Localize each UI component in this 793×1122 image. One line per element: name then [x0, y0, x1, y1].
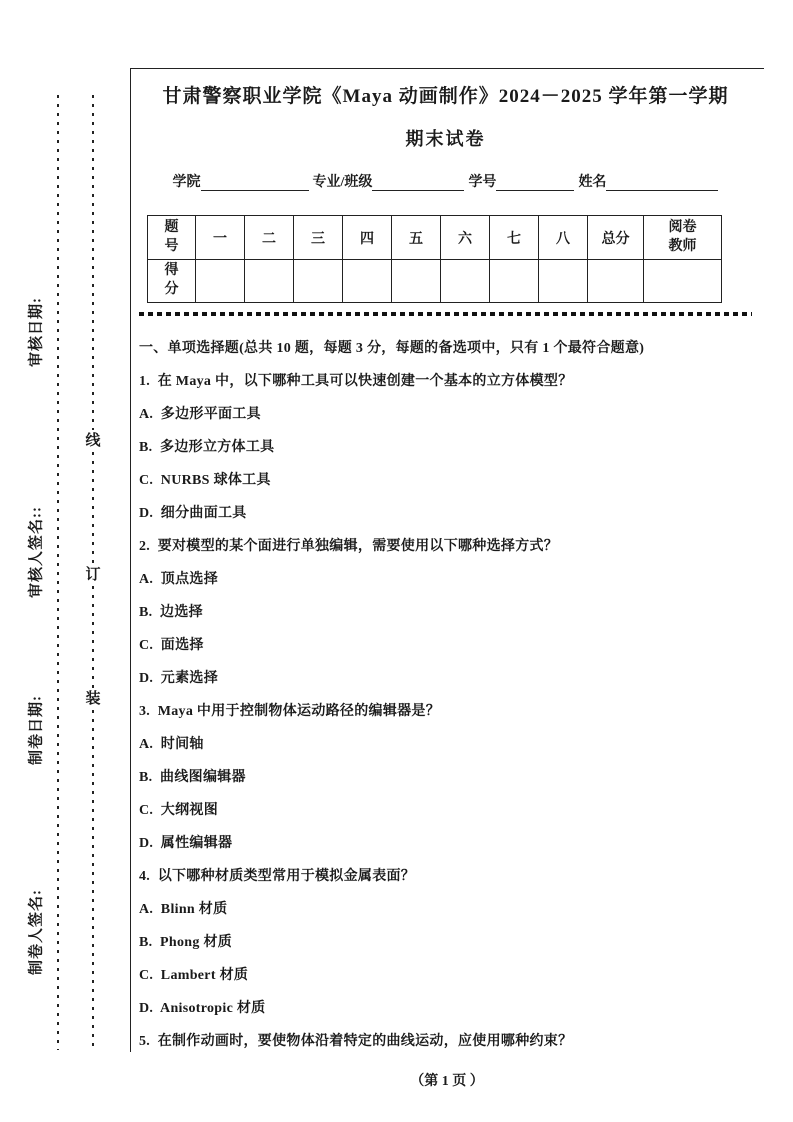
review-date-label: 审核日期: — [28, 297, 45, 367]
name-label: 姓名 — [578, 175, 607, 190]
score-cell — [196, 260, 245, 303]
question-4-option-c: C. Lambert 材质 — [139, 968, 249, 983]
student-info-row — [139, 171, 752, 191]
question-3: 3. Maya 中用于控制物体运动路径的编辑器是？ — [139, 704, 441, 719]
question-1-option-d: D. 细分曲面工具 — [139, 506, 247, 521]
score-col-2: 二 — [245, 216, 294, 260]
score-col-1: 一 — [196, 216, 245, 260]
question-4-option-b: B. Phong 材质 — [139, 935, 233, 950]
page-number: （第 1 页 ） — [410, 1074, 484, 1089]
exam-body — [139, 332, 752, 1058]
binding-char-zhuang: 装 — [85, 691, 101, 707]
binding-line-segment — [92, 95, 94, 430]
score-col-8: 八 — [539, 216, 588, 260]
score-cell — [644, 260, 722, 303]
score-cell — [245, 260, 294, 303]
major-class-label: 专业/班级 — [312, 175, 373, 190]
binding-line-segment — [92, 452, 94, 564]
question-2-option-d: D. 元素选择 — [139, 671, 219, 686]
score-col-grader: 阅卷教师 — [644, 216, 722, 260]
reviewer-signature-label: 审核人签名:: — [28, 506, 45, 598]
question-number-header-cell: 题号 — [148, 216, 196, 260]
score-col-6: 六 — [441, 216, 490, 260]
binding-dotted-line-outer — [57, 95, 59, 1050]
score-col-7: 七 — [490, 216, 539, 260]
binding-line — [84, 95, 102, 1050]
section-title: 一、单项选择题(总共 10 题，每题 3 分，每题的备选项中，只有 1 个最符合题意) — [139, 341, 645, 356]
question-3-option-a: A. 时间轴 — [139, 737, 204, 752]
score-table-header-row — [148, 216, 722, 260]
score-cell — [294, 260, 343, 303]
exam-title-line1: 甘肃警察职业学院《Maya 动画制作》2024－2025 学年第一学期 — [162, 86, 729, 107]
college-blank-line — [201, 176, 309, 191]
question-4-option-d: D. Anisotropic 材质 — [139, 1001, 266, 1016]
score-cell — [539, 260, 588, 303]
question-1: 1. 在 Maya 中，以下哪种工具可以快速创建一个基本的立方体模型？ — [139, 374, 573, 389]
paper-maker-signature-label: 制卷人签名: — [28, 889, 45, 975]
question-3-option-b: B. 曲线图编辑器 — [139, 770, 246, 785]
question-3-option-c: C. 大纲视图 — [139, 803, 219, 818]
score-table — [147, 215, 722, 303]
question-3-option-d: D. 属性编辑器 — [139, 836, 233, 851]
binding-line-segment — [92, 710, 94, 1050]
question-1-option-a: A. 多边形平面工具 — [139, 407, 261, 422]
dotted-separator — [139, 312, 752, 316]
binding-char-ding: 订 — [85, 567, 101, 583]
score-header-cell: 得分 — [148, 260, 196, 303]
question-2: 2. 要对模型的某个面进行单独编辑，需要使用以下哪种选择方式？ — [139, 539, 559, 554]
exam-title-line2: 期末试卷 — [405, 129, 486, 149]
student-id-label: 学号 — [468, 175, 497, 190]
major-class-blank-line — [372, 176, 464, 191]
question-1-option-c: C. NURBS 球体工具 — [139, 473, 271, 488]
score-col-4: 四 — [343, 216, 392, 260]
score-cell — [588, 260, 644, 303]
question-1-option-b: B. 多边形立方体工具 — [139, 440, 275, 455]
score-col-5: 五 — [392, 216, 441, 260]
score-table-score-row — [148, 260, 722, 303]
question-2-option-c: C. 面选择 — [139, 638, 204, 653]
score-col-3: 三 — [294, 216, 343, 260]
name-blank-line — [606, 176, 718, 191]
question-4-option-a: A. Blinn 材质 — [139, 902, 228, 917]
score-cell — [441, 260, 490, 303]
score-cell — [490, 260, 539, 303]
binding-line-segment — [92, 586, 94, 688]
college-label: 学院 — [172, 175, 201, 190]
question-2-option-b: B. 边选择 — [139, 605, 203, 620]
score-cell — [343, 260, 392, 303]
question-5: 5. 在制作动画时，要使物体沿着特定的曲线运动，应使用哪种约束？ — [139, 1034, 573, 1049]
student-id-blank-line — [496, 176, 574, 191]
score-col-total: 总分 — [588, 216, 644, 260]
paper-making-date-label: 制卷日期: — [28, 695, 45, 765]
exam-content-box — [130, 68, 764, 1052]
question-2-option-a: A. 顶点选择 — [139, 572, 219, 587]
binding-char-xian: 线 — [85, 433, 101, 449]
question-4: 4. 以下哪种材质类型常用于模拟金属表面？ — [139, 869, 416, 884]
score-cell — [392, 260, 441, 303]
